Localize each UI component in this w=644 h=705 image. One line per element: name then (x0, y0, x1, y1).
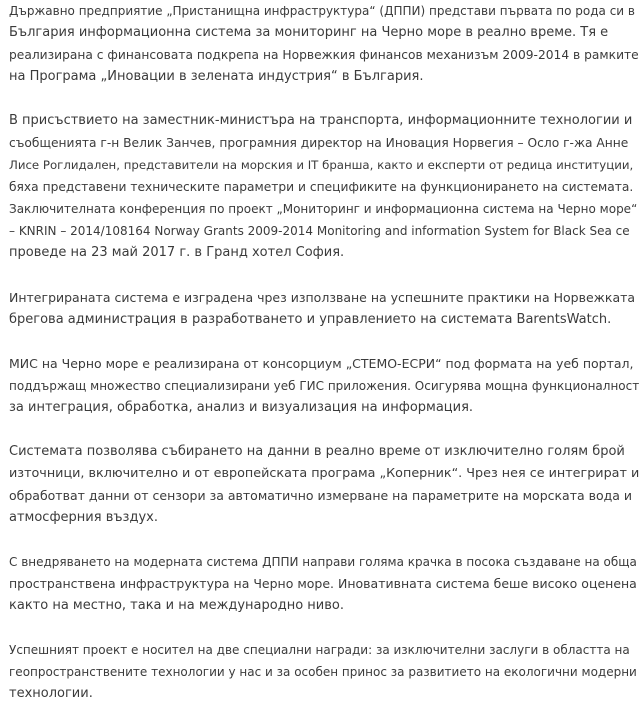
paragraph-data-collection (9, 441, 644, 529)
text-line: бяха представени техническите параметри и спецификите на функционирането на системата. (9, 180, 634, 194)
paragraph-consortium (9, 353, 644, 419)
text-line: В присъствието на заместник-министъра на транспорта, информационните технологии и (9, 113, 633, 128)
paragraph-intro (9, 0, 644, 88)
text-line: реализирана с финансовата подкрепа на Норвежкия финансов механизъм 2009-2014 в рамките (9, 48, 639, 62)
text-line: геопространствените технологии у нас и за особен принос за развитието на екологични модерни (9, 665, 637, 679)
text-line: съобщенията г-н Велик Занчев, програмния директор на Иновация Норвегия – Осло г-жа Анне (9, 136, 629, 150)
text-line: С внедряването на модерната система ДППИ направи голяма крачка в посока създаване на обща (9, 555, 637, 569)
text-line: обработват данни от сензори за автоматично измерване на параметрите на морската вода и (9, 488, 633, 503)
paragraph-conference (9, 110, 644, 264)
text-line: атмосферния въздух. (9, 510, 158, 525)
text-line: както на местно, така и на международно ниво. (9, 598, 344, 613)
text-line: технологии. (9, 686, 93, 701)
text-line: МИС на Черно море е реализирана от консорциум „СТЕМО-ЕСРИ“ под формата на уеб портал, (9, 356, 634, 371)
text-line: Интегрираната система е изградена чрез използване на успешните практики на Норвежката (9, 290, 636, 305)
text-line: Успешният проект е носител на две специални награди: за изключителни заслуги в областта на (9, 643, 630, 657)
paragraph-awards (9, 639, 644, 705)
text-line: на Програма „Иновации в зелената индустрия“ в България. (9, 69, 424, 84)
text-line: поддържащ множество специализирани уеб ГИС приложения. Осигурява мощна функционалност (9, 379, 640, 393)
text-line: пространствена инфраструктура на Черно море. Иновативната система беше високо оценена (9, 576, 637, 591)
text-line: проведе на 23 май 2017 г. в Гранд хотел София. (9, 245, 345, 260)
text-line: брегова администрация в разработването и управлението на системата BarentsWatch. (9, 312, 612, 327)
text-line: Лисе Роглидален, представители на морския и IT бранша, както и експерти от редица институции, (9, 158, 634, 172)
text-line: – KNRIN – 2014/108164 Norway Grants 2009-2014 Monitoring and information System for Black Sea се (9, 224, 630, 238)
text-line: България информационна система за мониторинг на Черно море в реално време. Тя е (9, 25, 609, 40)
paragraph-infrastructure (9, 551, 644, 617)
paragraph-barentswatch (9, 287, 644, 331)
text-line: Държавно предприятие „Пристанищна инфраструктура“ (ДППИ) представи първата по рода си в (9, 4, 635, 18)
text-line: Заключителната конференция по проект „Мониторинг и информационна система на Черно море“ (9, 202, 638, 216)
text-line: за интеграция, обработка, анализ и визуализация на информация. (9, 400, 474, 415)
text-line: източници, включително и от европейската програма „Коперник“. Чрез нея се интегрират и (9, 466, 640, 481)
text-line: Системата позволява събирането на данни в реално време от изключително голям брой (9, 444, 625, 459)
